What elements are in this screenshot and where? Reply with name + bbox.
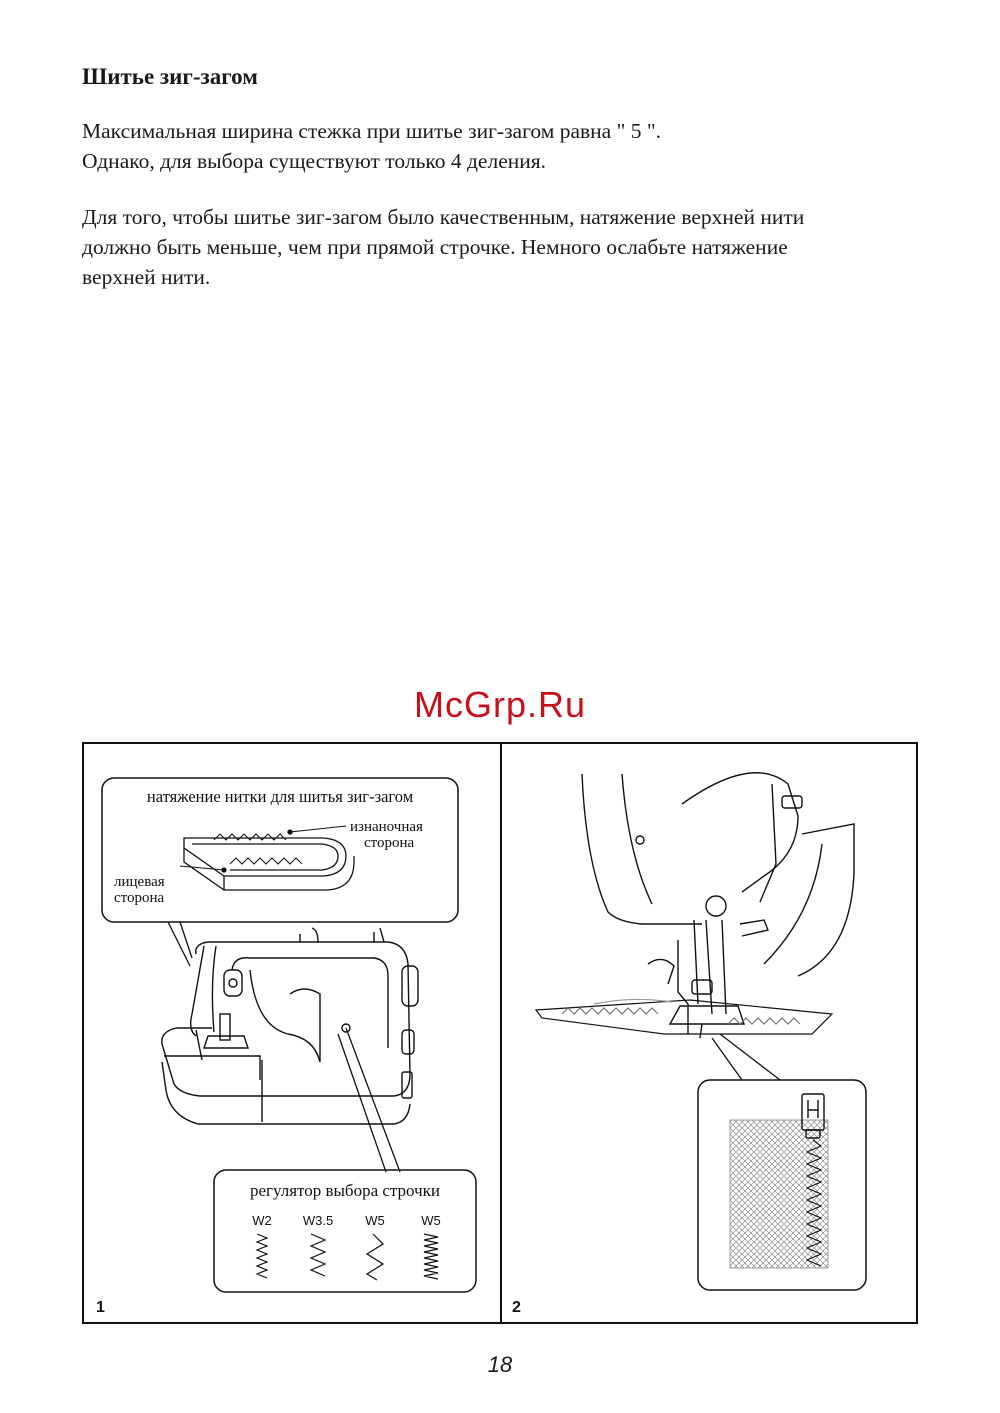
watermark: McGrp.Ru xyxy=(413,684,587,725)
folded-fabric-icon xyxy=(180,826,354,890)
sewing-machine-icon xyxy=(162,928,418,1124)
zigzag-w5-dense-icon xyxy=(424,1234,438,1279)
paragraph-thread-tension xyxy=(82,202,942,292)
figure-2-panel xyxy=(502,744,916,1322)
figure-number: 1 xyxy=(96,1299,105,1316)
figure-1-drawing xyxy=(84,744,500,1322)
zigzag-w2-icon xyxy=(257,1234,267,1278)
wrong-side-label-line2: сторона xyxy=(364,835,415,851)
stitch-width-label: W5 xyxy=(365,1213,385,1228)
fabric-strip-icon xyxy=(536,999,832,1034)
right-side-label-line1: лицевая xyxy=(114,874,165,890)
paragraph-line: Однако, для выбора существуют только 4 деления. xyxy=(82,149,547,173)
paragraph-stitch-width xyxy=(82,116,942,176)
stitch-width-label: W5 xyxy=(421,1213,441,1228)
figure-1-panel xyxy=(84,744,500,1322)
zigzag-w3.5-icon xyxy=(311,1234,325,1276)
illustration-frame xyxy=(82,742,918,1324)
page-number: 18 xyxy=(487,1352,513,1377)
stitch-width-label: W3.5 xyxy=(302,1213,334,1228)
paragraph-line: Для того, чтобы шитье зиг-загом было качественным, натяжение верхней нити xyxy=(82,205,805,229)
paragraph-line: должно быть меньше, чем при прямой строчке. Немного ослабьте натяжение xyxy=(82,235,788,259)
zigzag-w5-icon xyxy=(367,1234,383,1280)
figure-number: 2 xyxy=(512,1299,521,1316)
selector-box-title: регулятор выбора строчки xyxy=(249,1181,441,1200)
paragraph-line: Максимальная ширина стежка при шитье зиг-загом равна " 5 ". xyxy=(82,119,661,143)
figure-2-drawing xyxy=(502,744,916,1322)
stitch-width-label: W2 xyxy=(252,1213,272,1228)
section-title: Шитье зиг-загом xyxy=(82,64,258,89)
wrong-side-label-line1: изнаночная xyxy=(350,819,423,835)
right-side-label-line2: сторона xyxy=(114,890,165,906)
machine-head-icon xyxy=(582,773,854,1038)
tension-box-title: натяжение нитки для шитья зиг-загом xyxy=(146,787,414,806)
paragraph-line: верхней нити. xyxy=(82,265,211,289)
